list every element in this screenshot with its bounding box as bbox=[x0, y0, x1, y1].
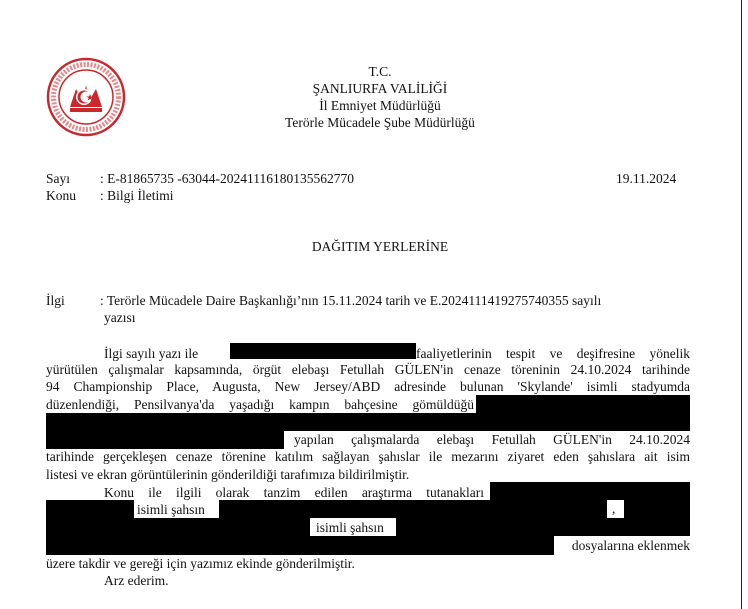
closing-text: Arz ederim. bbox=[104, 573, 169, 588]
body-line-8: listesi ve ekran görüntülerinin gönderildiği tarafımıza bildirilmiştir. bbox=[46, 467, 410, 482]
sayi-value: : E-81865735 -63044-20241116180135562770 bbox=[100, 171, 354, 186]
konu-label: Konu bbox=[46, 188, 76, 203]
konu-value: : Bilgi İletimi bbox=[100, 188, 174, 203]
body-line-10: isimli şahsın bbox=[137, 502, 205, 517]
body-line-1a: İlgi sayılı yazı ile bbox=[104, 346, 199, 361]
ilgi-text-cont: yazısı bbox=[104, 310, 136, 325]
body-line-12: dosyalarına eklenmek bbox=[571, 538, 690, 553]
redaction-block bbox=[46, 500, 134, 518]
document-date: 19.11.2024 bbox=[616, 171, 677, 186]
ilgi-label: İlgi bbox=[46, 293, 65, 308]
body-line-3: 94 Championship Place, Augusta, New Jersey/ABD adresinde bulunan 'Skylande' isimli stadyumda bbox=[46, 379, 690, 394]
ilgi-text: : Terörle Mücadele Daire Başkanlığı’nın 15.11.2024 tarih ve E.2024111419275740355 sayılı bbox=[100, 293, 602, 308]
sayi-label: Sayı bbox=[46, 171, 71, 186]
ministry-seal-logo bbox=[46, 57, 126, 137]
body-line-4: düzenlendiği, Pensilvanya'da yaşadığı kampın bahçesine gömüldüğü bbox=[46, 397, 474, 412]
redaction-block bbox=[396, 518, 690, 536]
header-tc: T.C. bbox=[368, 64, 392, 79]
header-directorate: İl Emniyet Müdürlüğü bbox=[319, 98, 441, 113]
body-line-2: yürütülen çalışmalar kapsamında, örgüt elebaşı Fetullah GÜLEN'in cenaze töreninin 24.10.2024 tarihinde bbox=[46, 362, 690, 377]
header-branch: Terörle Mücadele Şube Müdürlüğü bbox=[285, 115, 475, 130]
body-line-11: isimli şahsın bbox=[316, 520, 384, 535]
page-edge-border bbox=[741, 0, 748, 609]
redaction-block bbox=[624, 500, 690, 518]
redaction-block bbox=[46, 431, 284, 449]
body-line-13: üzere takdir ve gereği için yazımız ekinde gönderilmiştir. bbox=[46, 556, 355, 571]
redaction-block bbox=[46, 536, 554, 555]
body-line-6: yapılan çalışmalarda elebaşı Fetullah GÜLEN'in 24.10.2024 bbox=[294, 432, 690, 447]
redaction-block bbox=[46, 413, 690, 431]
header-governorate: ŞANLIURFA VALİLİĞİ bbox=[312, 81, 448, 96]
body-line-1b: faaliyetlerinin tespit ve deşifresine yönelik bbox=[416, 346, 690, 361]
redaction-block bbox=[46, 518, 310, 536]
redaction-block bbox=[490, 482, 690, 500]
body-line-10-comma: , bbox=[612, 501, 616, 516]
body-line-9: Konu ile ilgili olarak tanzim edilen araştırma tutanakları bbox=[104, 485, 484, 500]
redaction-block bbox=[230, 343, 416, 359]
body-line-7: tarihinde gerçekleşen cenaze törenine katılım sağlayan şahıslar ile mezarını ziyaret eden şahıslara ait isim bbox=[46, 449, 690, 464]
distribution-title: DAĞITIM YERLERİNE bbox=[311, 239, 449, 254]
redaction-block bbox=[219, 500, 607, 518]
